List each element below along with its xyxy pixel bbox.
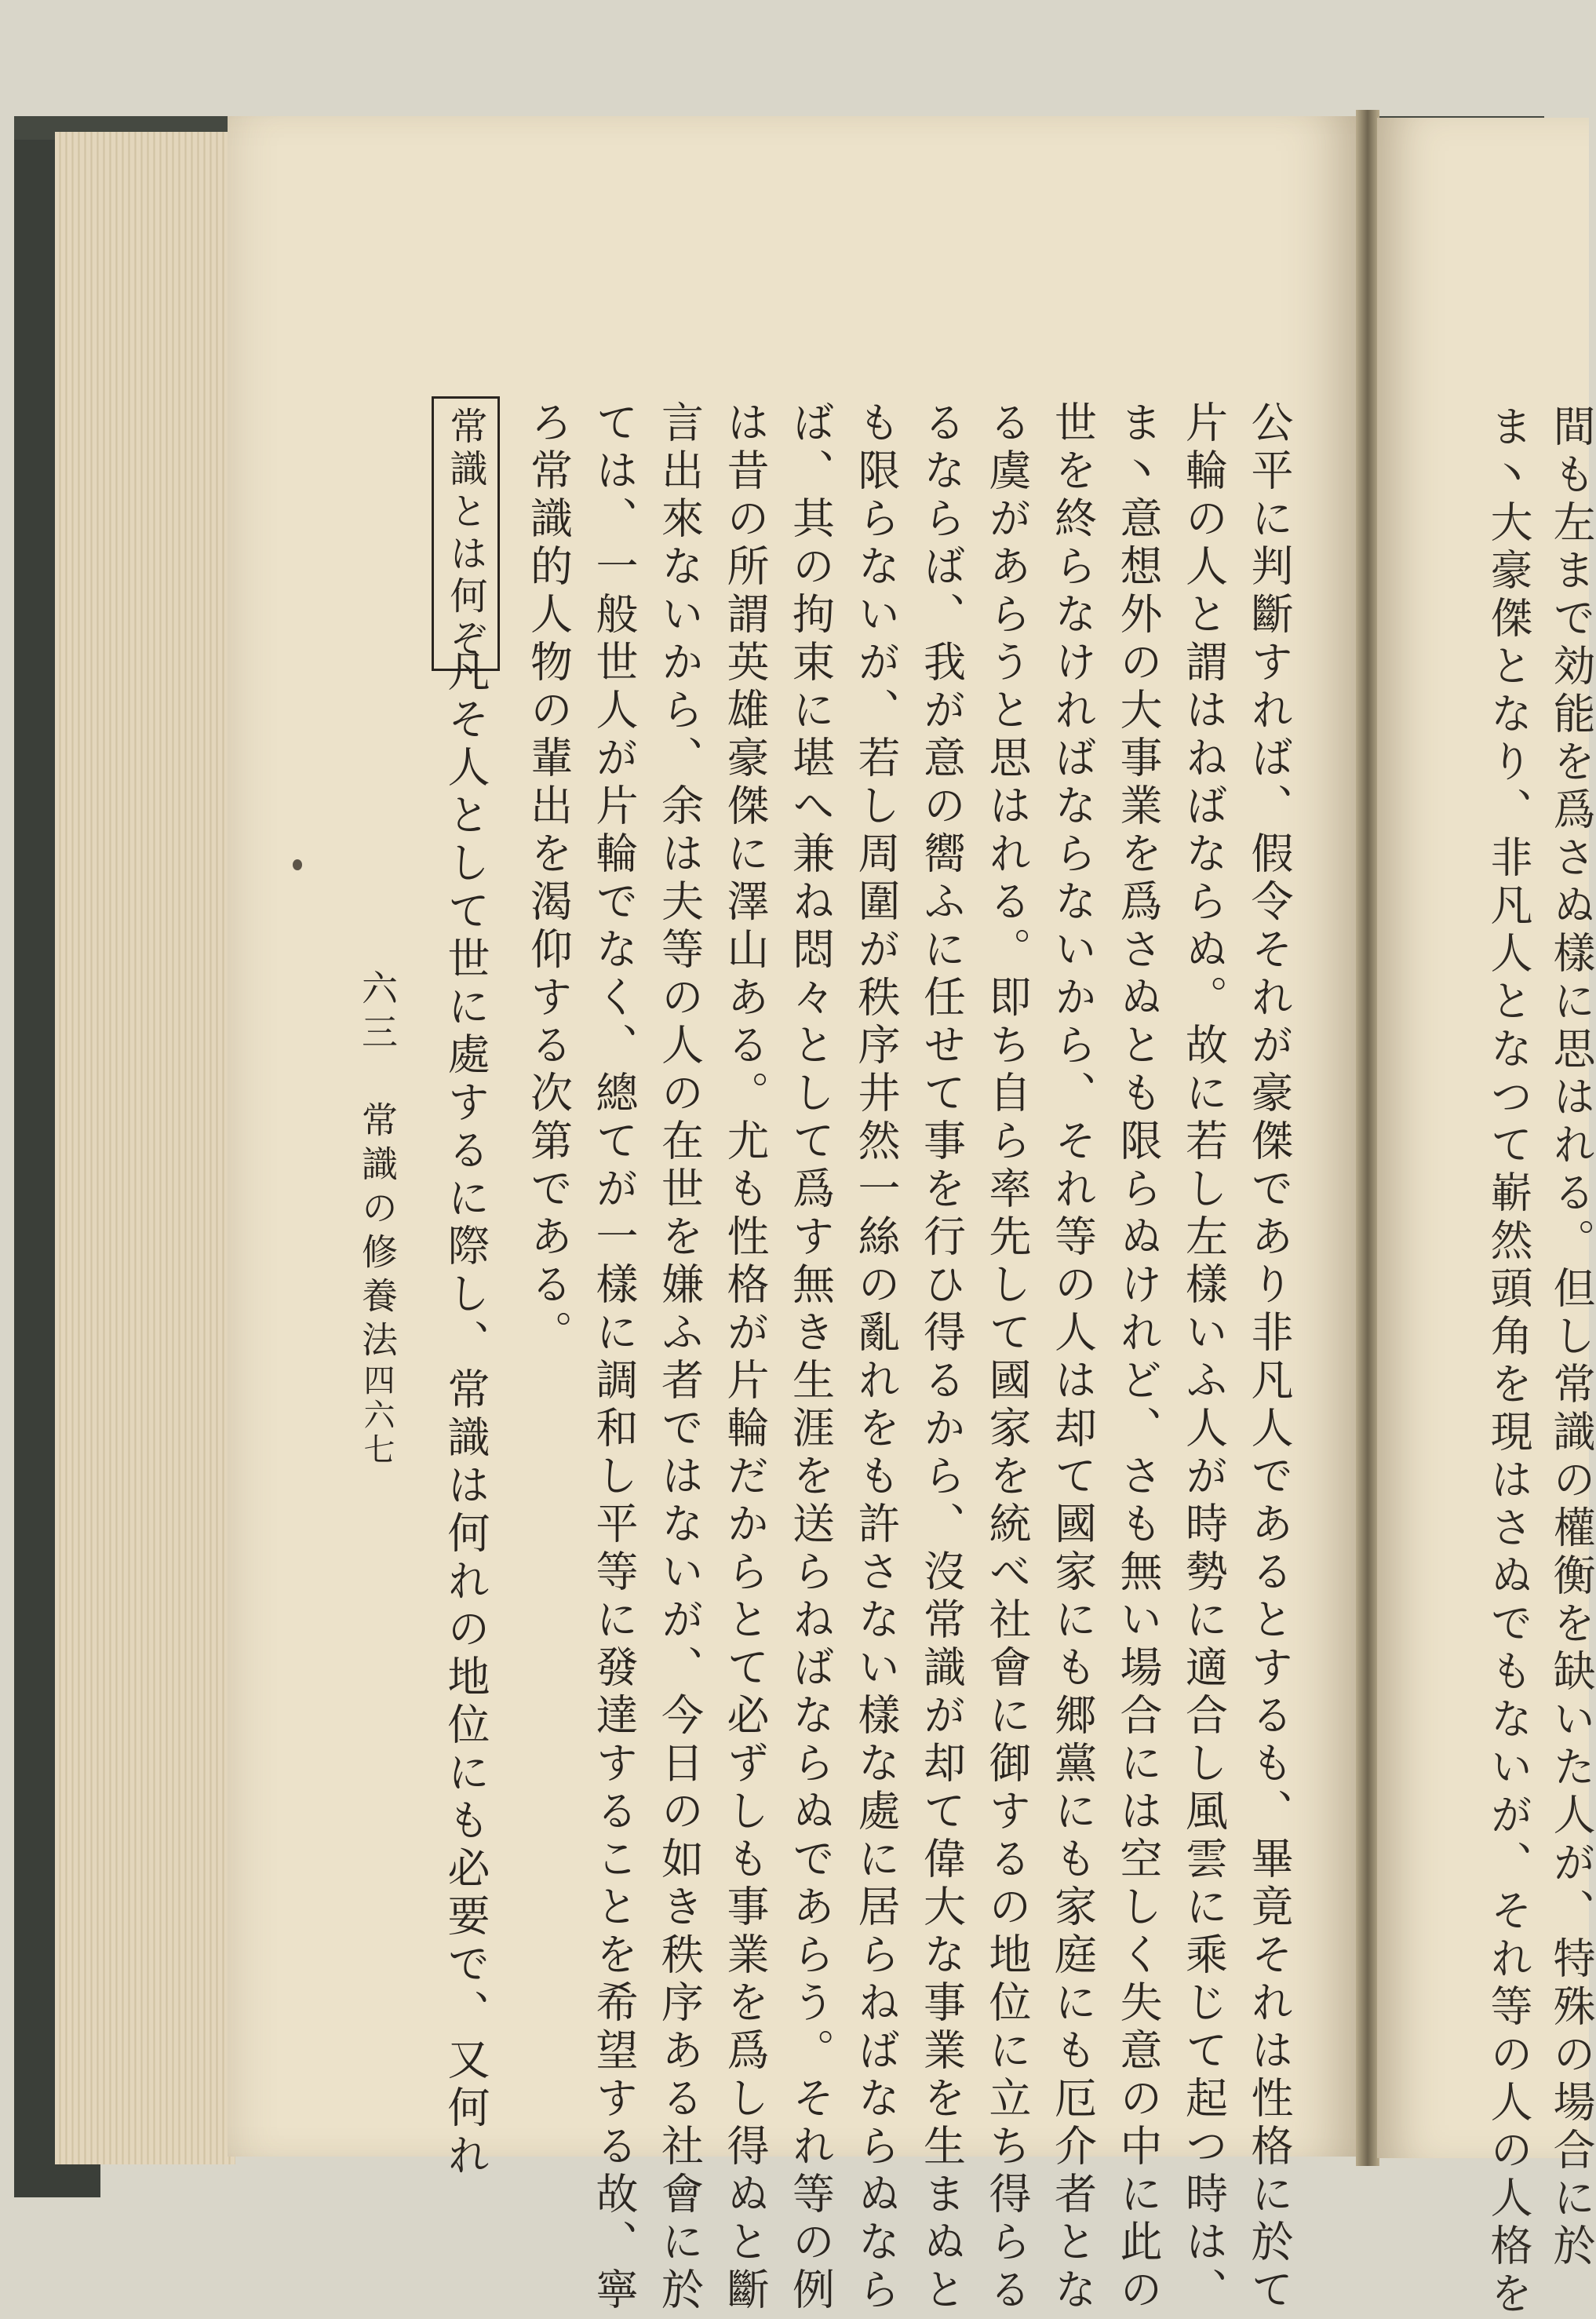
section-heading: 常識とは何ぞ: [432, 396, 500, 671]
paragraph-line: 公平に判斷すれば、假令それが豪傑であり非凡人であるとするも、畢竟それは性格に於て: [1244, 400, 1294, 2315]
ink-dot: [293, 859, 302, 870]
paragraph-line: も限らないが、若し周圍が秩序井然一絲の亂れをも許さない樣な處に居らねばならぬなら: [851, 400, 901, 2315]
paragraph-line-after-heading: 凡そ人として世に處するに際し、常識は何れの地位にも必要で、又何れ: [441, 649, 490, 2181]
page-number: 四六七: [359, 1364, 395, 1468]
paragraph-line: 片輪の人と謂はねばならぬ。故に若し左樣いふ人が時勢に適合し風雲に乘じて起つ時は、: [1179, 400, 1229, 2315]
book-gutter: [1356, 110, 1379, 2166]
paragraph-line: るならば、我が意の嚮ふに任せて事を行ひ得るから、沒常識が却て偉大な事業を生まぬと: [916, 400, 967, 2315]
paragraph-line: ま丶意想外の大事業を爲さぬとも限らぬけれど、さも無い場合には空しく失意の中に此の: [1113, 400, 1163, 2315]
paragraph-line: る虞があらうと思はれる。即ち自ら率先して國家を統べ社會に御するの地位に立ち得らる: [982, 400, 1032, 2315]
paragraph-line: は昔の所謂英雄豪傑に澤山ある。尤も性格が片輪だからとて必ずしも事業を爲し得ぬと斷: [720, 400, 770, 2315]
running-head: 六三 常識の修養法: [356, 969, 399, 1365]
paragraph-line: ては、一般世人が片輪でなく、總てが一樣に調和し平等に發達することを希望する故、寧: [589, 400, 639, 2315]
page-edges: [55, 132, 235, 2164]
paragraph-line: 言出來ないから、余は夫等の人の在世を嫌ふ者ではないが、今日の如き秩序ある社會に於: [654, 400, 705, 2315]
paragraph-line: ろ常識的人物の輩出を渴仰する次第である。: [523, 400, 574, 1358]
paragraph-line: 世を終らなければならないから、それ等の人は却て國家にも郷黨にも家庭にも厄介者とな: [1048, 400, 1098, 2315]
right-page-line: 間も左まで効能を爲さぬ樣に思はれる。但し常識の權衡を缺いた人が、特殊の場合に於: [1547, 404, 1596, 2271]
right-page-line: ま丶大豪傑となり、非凡人となつて嶄然頭角を現はさぬでもないが、それ等の人の人格を: [1484, 404, 1533, 2319]
paragraph-line: ば、其の拘束に堪へ兼ね悶々として爲す無き生涯を送らねばならぬであらう。それ等の例: [785, 400, 836, 2315]
